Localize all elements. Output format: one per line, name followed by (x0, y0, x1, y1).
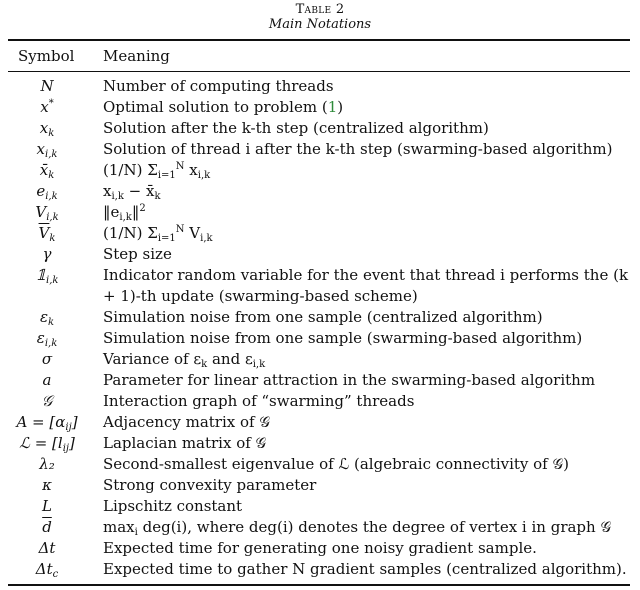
symbol-cell: Δt (38, 539, 56, 557)
meaning-cell: Expected time to gather N gradient samples (centralized algorithm). (103, 560, 627, 578)
table-row (8, 475, 630, 496)
symbol-cell: $\varepsilon_{i,k}$ (36, 329, 58, 349)
meaning-cell: Solution after the k-th step (centralized algorithm) (103, 119, 489, 137)
symbol-cell: $x_k$ (39, 119, 55, 139)
meaning-cell: Simulation noise from one sample (centralized algorithm) (103, 308, 543, 326)
table-row (8, 538, 630, 559)
table-row (8, 76, 630, 97)
table-row (8, 223, 630, 244)
table-row (8, 412, 630, 433)
meaning-cell: Expected time for generating one noisy gradient sample. (103, 539, 537, 557)
meaning-cell: Laplacian matrix of 𝒢 (103, 434, 267, 452)
symbol-cell: σ (41, 350, 53, 368)
symbol-cell: $\overline{d}$ (42, 518, 52, 536)
symbol-cell: $\Delta t_c$ (35, 560, 59, 580)
meaning-column-header: Meaning (103, 47, 170, 65)
table-row (8, 139, 630, 160)
symbol-cell: N (40, 77, 54, 95)
meaning-cell: (1/N) $\Sigma_{i=1}^N$ $V_{i,k}$ (103, 224, 213, 244)
symbol-cell: L (42, 497, 52, 515)
meaning-cell: Indicator random variable for the event that thread i performs the (k + 1)-th update (swarming-based scheme) (103, 266, 629, 305)
table-row (8, 328, 630, 349)
table-row (8, 496, 630, 517)
symbol-column-header: Symbol (18, 47, 75, 65)
meaning-cell: Number of computing threads (103, 77, 334, 95)
symbol-cell: $x_{i,k}$ (36, 140, 58, 160)
symbol-cell: ℒ = $[l_{ij}]$ (19, 434, 75, 454)
table-row (8, 433, 630, 454)
symbol-cell: $V_{i,k}$ (35, 203, 59, 223)
table-row (8, 454, 630, 475)
table-row (8, 97, 630, 118)
table-row (8, 160, 630, 181)
meaning-cell: Parameter for linear attraction in the swarming-based algorithm (103, 371, 596, 389)
meaning-cell: Lipschitz constant (103, 497, 243, 515)
symbol-cell: $\overline{V}_k$ (38, 224, 56, 244)
table-row (8, 181, 630, 202)
symbol-cell: $x̄_k$ (39, 161, 55, 181)
table-label: Table 2 (295, 2, 345, 17)
table-row (8, 265, 630, 307)
table-row (8, 559, 630, 580)
meaning-cell: Second-smallest eigenvalue of ℒ (algebraic connectivity of 𝒢) (103, 455, 570, 473)
symbol-cell: 𝒢 (41, 392, 53, 410)
meaning-cell: Step size (103, 245, 172, 263)
meaning-cell: Strong convexity parameter (103, 476, 317, 494)
table-row (8, 517, 630, 538)
top-rule (8, 39, 630, 41)
table-row (8, 202, 630, 223)
symbol-cell: a (42, 371, 52, 389)
meaning-cell: Interaction graph of “swarming” threads (103, 392, 415, 410)
meaning-cell: $\max_i deg(i)$, where deg(i) denotes the degree of vertex i in graph 𝒢 (103, 518, 612, 538)
symbol-cell: λ₂ (39, 455, 55, 473)
header-rule (8, 71, 630, 72)
symbol-cell: $A = [\alpha_{ij}]$ (16, 413, 78, 433)
table-row (8, 349, 630, 370)
table-row (8, 370, 630, 391)
meaning-cell: $x_{i,k}$ − $x̄_k$ (103, 182, 161, 202)
table-title: Main Notations (268, 17, 372, 32)
meaning-cell: Simulation noise from one sample (swarming-based algorithm) (103, 329, 583, 347)
meaning-cell: (1/N) $\Sigma_{i=1}^N$ $x_{i,k}$ (103, 161, 211, 181)
symbol-cell: κ (42, 476, 52, 494)
symbol-cell: $𝟙_{i,k}$ (35, 266, 59, 286)
meaning-cell: $‖e_{i,k}‖^2$ (103, 203, 146, 223)
meaning-cell: Solution of thread i after the k-th step (swarming-based algorithm) (103, 140, 613, 158)
meaning-cell: Optimal solution to problem (1) (103, 98, 344, 116)
symbol-cell: $e_{i,k}$ (36, 182, 58, 202)
bottom-rule (8, 584, 630, 586)
meaning-cell: Variance of $\varepsilon_k$ and $\varepsilon_{i,k}$ (103, 350, 266, 370)
table-row (8, 307, 630, 328)
table-row (8, 244, 630, 265)
meaning-cell: Adjacency matrix of 𝒢 (103, 413, 271, 431)
symbol-cell: $\varepsilon_k$ (39, 308, 55, 328)
table-row (8, 391, 630, 412)
table-row (8, 118, 630, 139)
symbol-cell: γ (42, 245, 52, 263)
notation-table-body (8, 76, 630, 580)
symbol-cell: x* (40, 98, 54, 116)
